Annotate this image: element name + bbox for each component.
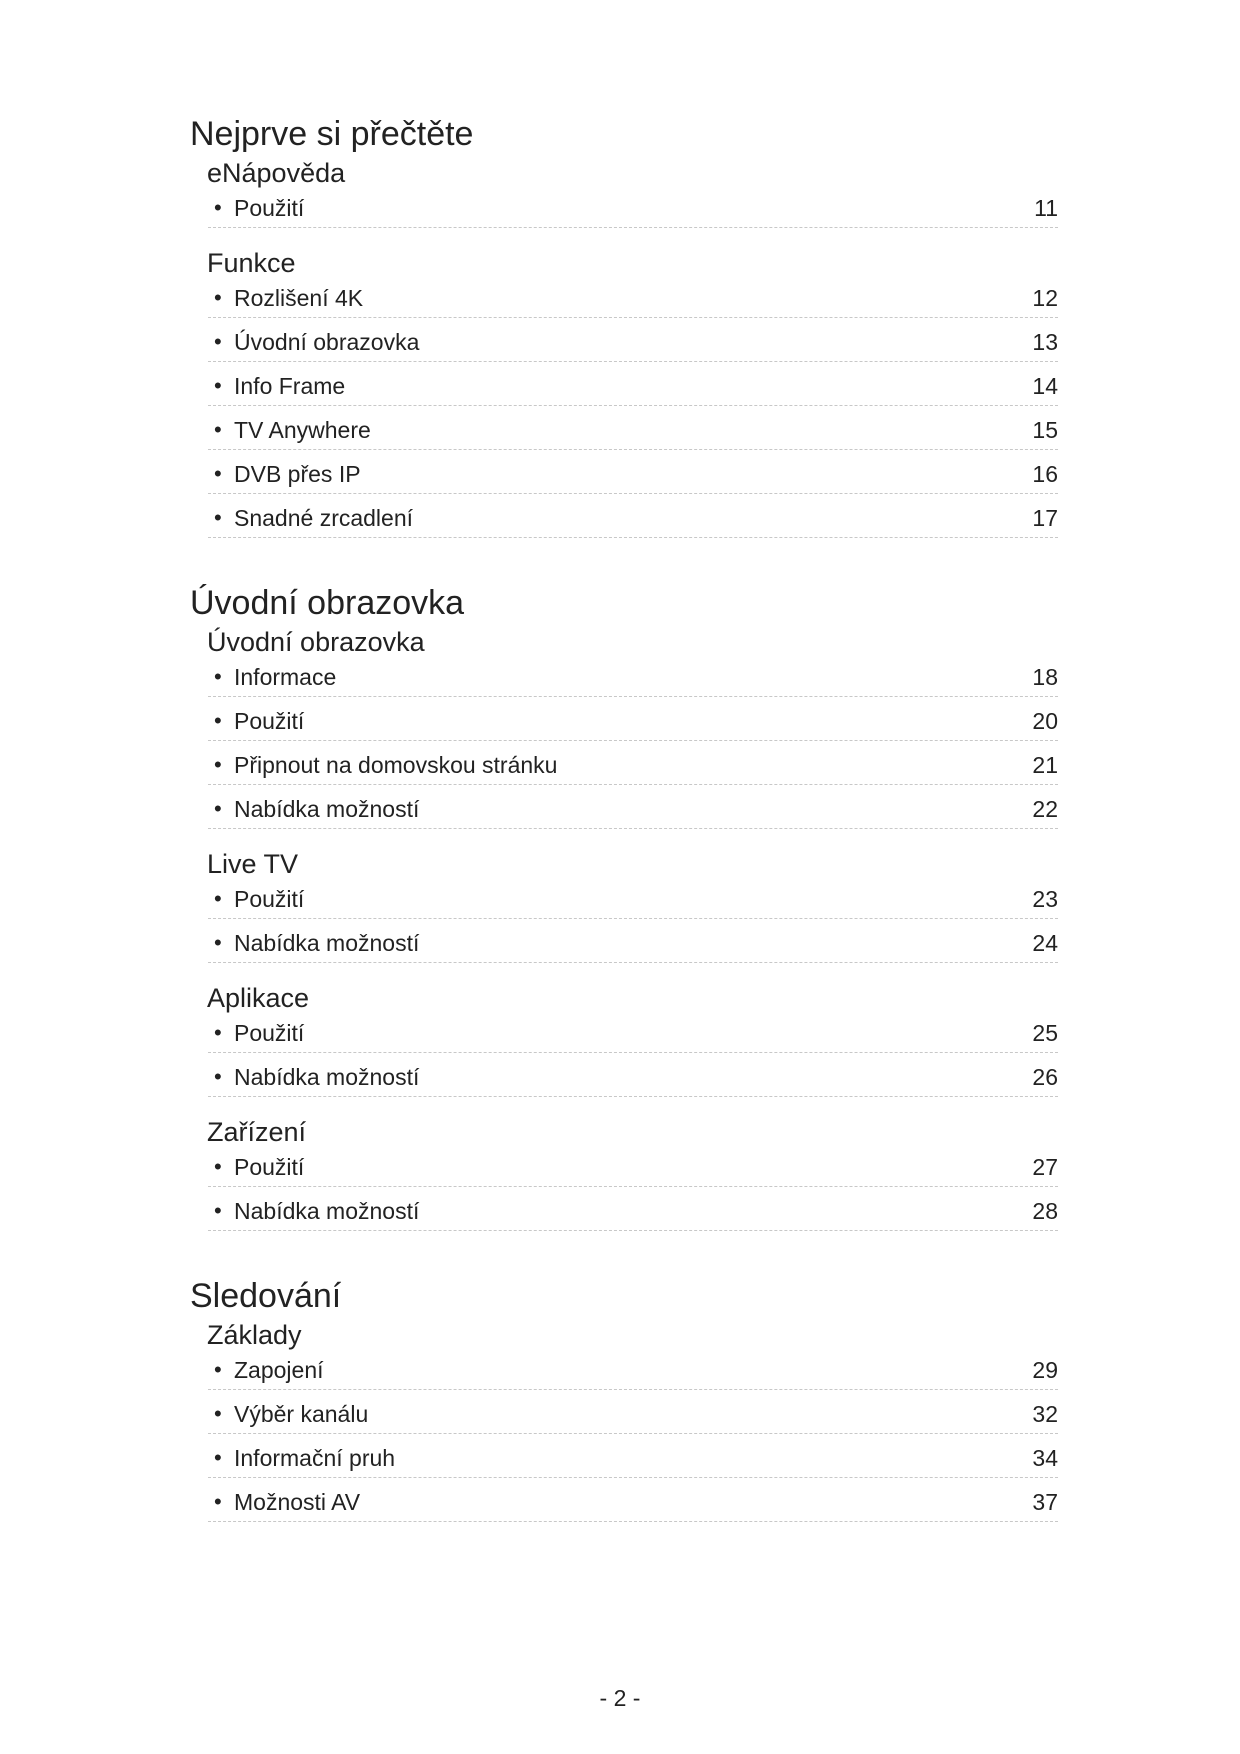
toc-entry[interactable] (208, 1149, 1058, 1193)
toc-section (190, 1274, 1058, 1528)
toc-entry-page-number[interactable]: 28 (1032, 1198, 1058, 1224)
section-title: Sledování (190, 1277, 342, 1315)
toc-entry-label[interactable]: DVB přes IP (234, 461, 361, 487)
section-title: Úvodní obrazovka (190, 584, 465, 622)
toc-entry-label[interactable]: TV Anywhere (234, 417, 371, 443)
toc-entry[interactable] (208, 791, 1058, 835)
subsection-title: Funkce (207, 248, 296, 278)
toc-section (190, 581, 1058, 1237)
toc-entry[interactable] (208, 324, 1058, 368)
bullet-icon: • (214, 1357, 222, 1382)
toc-entry[interactable] (208, 747, 1058, 791)
toc-entry-label[interactable]: Informace (234, 664, 337, 690)
toc-entry-list (207, 1352, 1058, 1528)
bullet-icon: • (214, 930, 222, 955)
toc-entry[interactable] (208, 881, 1058, 925)
toc-entry-page-number[interactable]: 34 (1032, 1445, 1058, 1471)
toc-entry-list (207, 1015, 1058, 1103)
bullet-icon: • (214, 373, 222, 398)
toc-entry-label[interactable]: Nabídka možností (234, 1198, 420, 1224)
toc-entry-label[interactable]: Použití (234, 886, 305, 912)
toc-entry-label[interactable]: Rozlišení 4K (234, 285, 364, 311)
table-of-contents (190, 112, 1058, 1540)
bullet-icon: • (214, 752, 222, 777)
bullet-icon: • (214, 505, 222, 530)
toc-entry[interactable] (208, 1396, 1058, 1440)
toc-entry-page-number[interactable]: 18 (1032, 664, 1058, 690)
bullet-icon: • (214, 417, 222, 442)
toc-subsection (207, 625, 1058, 835)
toc-entry-label[interactable]: Použití (234, 1154, 305, 1180)
bullet-icon: • (214, 329, 222, 354)
bullet-icon: • (214, 1020, 222, 1045)
toc-entry-list (207, 190, 1058, 234)
toc-entry-label[interactable]: Připnout na domovskou stránku (234, 752, 558, 778)
toc-entry-page-number[interactable]: 15 (1032, 417, 1058, 443)
toc-entry-page-number[interactable]: 21 (1032, 752, 1058, 778)
toc-entry-label[interactable]: Info Frame (234, 373, 346, 399)
toc-entry[interactable] (208, 703, 1058, 747)
toc-subsection (207, 246, 1058, 544)
bullet-icon: • (214, 461, 222, 486)
toc-entry[interactable] (208, 368, 1058, 412)
toc-entry[interactable] (208, 412, 1058, 456)
subsection-title: Aplikace (207, 983, 310, 1013)
toc-entry-label[interactable]: Použití (234, 1020, 305, 1046)
toc-entry-list (207, 659, 1058, 835)
toc-entry-page-number[interactable]: 14 (1032, 373, 1058, 399)
toc-entry-label[interactable]: Nabídka možností (234, 930, 420, 956)
toc-entry-label[interactable]: Nabídka možností (234, 796, 420, 822)
toc-entry[interactable] (208, 1015, 1058, 1059)
toc-entry[interactable] (208, 1193, 1058, 1237)
toc-entry[interactable] (208, 659, 1058, 703)
bullet-icon: • (214, 1445, 222, 1470)
bullet-icon: • (214, 285, 222, 310)
subsection-title: Základy (207, 1320, 302, 1350)
toc-entry-page-number[interactable]: 24 (1032, 930, 1058, 956)
bullet-icon: • (214, 886, 222, 911)
toc-entry[interactable] (208, 1484, 1058, 1528)
toc-subsection (207, 847, 1058, 969)
toc-entry-page-number[interactable]: 25 (1032, 1020, 1058, 1046)
toc-entry[interactable] (208, 1352, 1058, 1396)
section-title: Nejprve si přečtěte (190, 115, 474, 153)
toc-entry-label[interactable]: Snadné zrcadlení (234, 505, 414, 531)
bullet-icon: • (214, 708, 222, 733)
bullet-icon: • (214, 1401, 222, 1426)
toc-entry[interactable] (208, 500, 1058, 544)
bullet-icon: • (214, 1489, 222, 1514)
toc-entry-label[interactable]: Možnosti AV (234, 1489, 361, 1515)
toc-entry[interactable] (208, 1440, 1058, 1484)
toc-entry-label[interactable]: Úvodní obrazovka (234, 329, 420, 355)
toc-entry-page-number[interactable]: 23 (1032, 886, 1058, 912)
toc-entry-page-number[interactable]: 12 (1032, 285, 1058, 311)
toc-entry-label[interactable]: Informační pruh (234, 1445, 396, 1471)
toc-section (190, 112, 1058, 544)
bullet-icon: • (214, 1154, 222, 1179)
toc-entry-page-number[interactable]: 11 (1034, 195, 1058, 221)
bullet-icon: • (214, 664, 222, 689)
bullet-icon: • (214, 1064, 222, 1089)
toc-entry-label[interactable]: Zapojení (234, 1357, 324, 1383)
toc-entry-label[interactable]: Použití (234, 195, 305, 221)
toc-subsection (207, 1318, 1058, 1528)
toc-entry-page-number[interactable]: 22 (1032, 796, 1058, 822)
subsection-title: eNápověda (207, 158, 346, 188)
toc-subsection (207, 1115, 1058, 1237)
bullet-icon: • (214, 195, 222, 220)
toc-entry[interactable] (208, 190, 1058, 234)
toc-entry-page-number[interactable]: 27 (1032, 1154, 1058, 1180)
toc-entry-page-number[interactable]: 37 (1032, 1489, 1058, 1515)
toc-entry-page-number[interactable]: 17 (1032, 505, 1058, 531)
toc-entry[interactable] (208, 280, 1058, 324)
toc-entry-page-number[interactable]: 26 (1032, 1064, 1058, 1090)
toc-entry[interactable] (208, 925, 1058, 969)
bullet-icon: • (214, 796, 222, 821)
toc-entry-page-number[interactable]: 13 (1032, 329, 1058, 355)
toc-entry-label[interactable]: Výběr kanálu (234, 1401, 369, 1427)
bullet-icon: • (214, 1198, 222, 1223)
toc-subsection (207, 981, 1058, 1103)
toc-entry-page-number[interactable]: 20 (1032, 708, 1058, 734)
toc-entry-page-number[interactable]: 16 (1032, 461, 1058, 487)
toc-subsection (207, 156, 1058, 234)
subsection-title: Zařízení (207, 1117, 307, 1147)
toc-entry-label[interactable]: Použití (234, 708, 305, 734)
toc-entry-page-number[interactable]: 32 (1032, 1401, 1058, 1427)
toc-entry-label[interactable]: Nabídka možností (234, 1064, 420, 1090)
toc-entry-list (207, 881, 1058, 969)
toc-entry-list (207, 280, 1058, 544)
page-number: - 2 - (599, 1685, 641, 1711)
toc-entry-list (207, 1149, 1058, 1237)
toc-entry-page-number[interactable]: 29 (1032, 1357, 1058, 1383)
toc-entry[interactable] (208, 1059, 1058, 1103)
subsection-title: Live TV (207, 849, 299, 879)
subsection-title: Úvodní obrazovka (207, 627, 425, 657)
toc-entry[interactable] (208, 456, 1058, 500)
